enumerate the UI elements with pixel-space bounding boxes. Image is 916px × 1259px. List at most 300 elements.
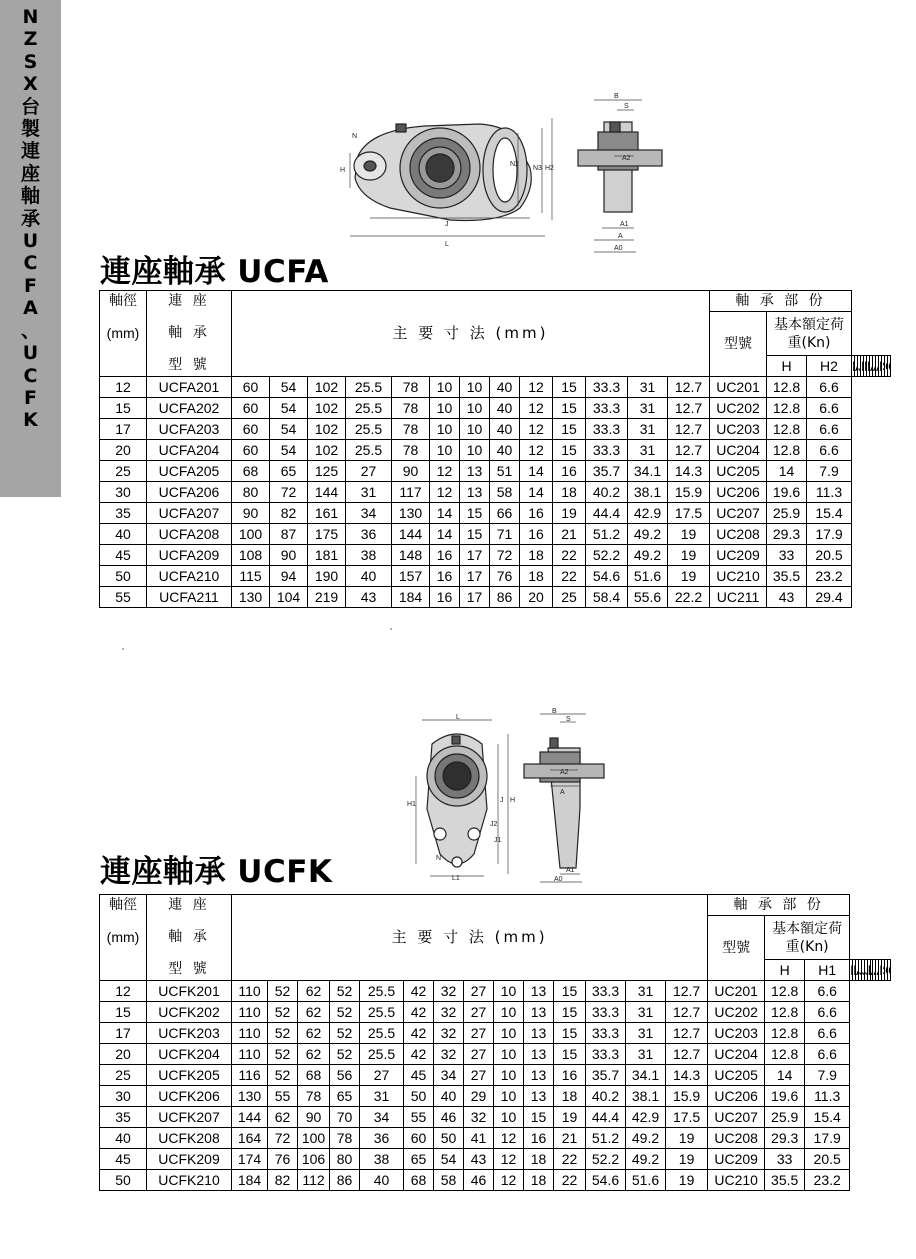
table-cell: 15 <box>554 981 586 1002</box>
table-cell: 25 <box>100 1065 147 1086</box>
table-cell: 130 <box>232 587 270 608</box>
table-cell: 112 <box>298 1170 330 1191</box>
table-cell: UC206 <box>710 482 767 503</box>
table-cell: 6.6 <box>807 440 852 461</box>
table-cell: 35.5 <box>765 1170 805 1191</box>
table-cell: 12.7 <box>668 398 710 419</box>
table-cell: 43 <box>767 587 807 608</box>
table-cell: 25.9 <box>765 1107 805 1128</box>
table-cell: 40 <box>360 1170 404 1191</box>
table-cell: 17 <box>460 587 490 608</box>
table-cell: 50 <box>100 1170 147 1191</box>
table-cell: 29.3 <box>765 1128 805 1149</box>
svg-text:N3: N3 <box>533 165 542 172</box>
table-cell: 15 <box>553 398 586 419</box>
table-cell: 87 <box>270 524 308 545</box>
header-main-dimensions: 主 要 寸 法 (mm) <box>232 895 708 981</box>
table-cell: 157 <box>392 566 430 587</box>
table-cell: 10 <box>430 440 460 461</box>
table-cell: 110 <box>232 1023 268 1044</box>
table-cell: 110 <box>232 1002 268 1023</box>
table-cell: UCFK208 <box>147 1128 232 1149</box>
table-cell: UC209 <box>708 1149 765 1170</box>
table-cell: 13 <box>524 1086 554 1107</box>
header-load-rating: 基本額定荷 重(Kn) <box>767 312 852 356</box>
table-cell: 40 <box>490 377 520 398</box>
table-cell: 6.6 <box>805 1002 850 1023</box>
table-cell: 10 <box>430 398 460 419</box>
column-header-cor <box>887 960 890 981</box>
table-cell: 16 <box>554 1065 586 1086</box>
svg-text:B: B <box>552 708 557 715</box>
table-cell: 55.6 <box>628 587 668 608</box>
table-cell: 29 <box>464 1086 494 1107</box>
table-cell: 13 <box>460 482 490 503</box>
table-cell: 10 <box>494 981 524 1002</box>
table-cell: 15 <box>553 377 586 398</box>
table-cell: 15 <box>554 1002 586 1023</box>
table-row <box>100 1107 891 1128</box>
svg-text:A2: A2 <box>560 769 569 776</box>
table-cell: 42.9 <box>628 503 668 524</box>
table-cell: 23.2 <box>805 1170 850 1191</box>
table-cell: 86 <box>330 1170 360 1191</box>
table-cell: 54.6 <box>586 566 628 587</box>
table-cell: 144 <box>392 524 430 545</box>
table-cell: UCFK205 <box>147 1065 232 1086</box>
table-cell: 12.8 <box>767 377 807 398</box>
table-cell: 68 <box>298 1065 330 1086</box>
table-cell: 15 <box>460 524 490 545</box>
table-cell: 27 <box>360 1065 404 1086</box>
table-cell: 55 <box>100 587 147 608</box>
table-cell: 6.6 <box>807 419 852 440</box>
table-cell: 12.7 <box>668 419 710 440</box>
table-row <box>100 545 891 566</box>
table-cell: 15 <box>524 1107 554 1128</box>
table-cell: 12.7 <box>668 440 710 461</box>
table-cell: 50 <box>100 566 147 587</box>
table-cell: 175 <box>308 524 346 545</box>
svg-text:J: J <box>445 221 449 228</box>
table-row <box>100 1170 891 1191</box>
table-cell: 14.3 <box>668 461 710 482</box>
table-cell: 51.2 <box>586 524 628 545</box>
table-cell: 30 <box>100 1086 147 1107</box>
table-cell: 13 <box>524 1065 554 1086</box>
table-cell: 65 <box>330 1086 360 1107</box>
table-cell: 42 <box>404 1044 434 1065</box>
svg-text:A1: A1 <box>566 867 575 874</box>
table-cell: 31 <box>346 482 392 503</box>
table-cell: 52.2 <box>586 1149 626 1170</box>
table-cell: 25.5 <box>346 377 392 398</box>
table-cell: 13 <box>524 1002 554 1023</box>
column-header: H1 <box>805 960 850 981</box>
table-cell: 54.6 <box>586 1170 626 1191</box>
ucfa-side-view-drawing <box>572 92 668 258</box>
table-cell: 25 <box>553 587 586 608</box>
ucfk-spec-table <box>99 894 891 1191</box>
table-cell: 116 <box>232 1065 268 1086</box>
table-cell: 82 <box>270 503 308 524</box>
ucfa-section-title: 連座軸承 UCFA <box>100 254 329 290</box>
table-cell: UCFK207 <box>147 1107 232 1128</box>
table-cell: 27 <box>464 1023 494 1044</box>
table-cell: 34 <box>434 1065 464 1086</box>
table-cell: 17 <box>460 545 490 566</box>
table-cell: 15.9 <box>668 482 710 503</box>
table-cell: 31 <box>626 1044 666 1065</box>
svg-text:A0: A0 <box>614 245 623 252</box>
ucfk-side-view-drawing <box>520 708 610 884</box>
table-cell: UCFK206 <box>147 1086 232 1107</box>
table-cell: 40 <box>490 440 520 461</box>
table-cell: 12.7 <box>666 1002 708 1023</box>
table-cell: UCFA206 <box>147 482 232 503</box>
table-cell: 13 <box>524 1044 554 1065</box>
table-cell: 17 <box>460 566 490 587</box>
table-cell: 22 <box>553 545 586 566</box>
table-cell: 54 <box>270 419 308 440</box>
table-cell: 31 <box>626 1023 666 1044</box>
table-cell: 90 <box>392 461 430 482</box>
table-cell: 25.5 <box>360 1002 404 1023</box>
table-cell: 11.3 <box>807 482 852 503</box>
table-cell: 15.4 <box>807 503 852 524</box>
table-cell: 68 <box>404 1170 434 1191</box>
svg-text:A0: A0 <box>554 876 563 883</box>
table-cell: 181 <box>308 545 346 566</box>
table-cell: 10 <box>460 398 490 419</box>
sidebar-char: C <box>23 364 38 387</box>
table-cell: 50 <box>404 1086 434 1107</box>
table-cell: 18 <box>554 1086 586 1107</box>
table-cell: 52 <box>268 981 298 1002</box>
table-cell: UCFA210 <box>147 566 232 587</box>
table-cell: 22 <box>553 566 586 587</box>
table-cell: UC202 <box>708 1002 765 1023</box>
table-cell: 117 <box>392 482 430 503</box>
table-cell: 15.4 <box>805 1107 850 1128</box>
table-cell: UC210 <box>710 566 767 587</box>
table-cell: 12.8 <box>767 440 807 461</box>
table-cell: 49.2 <box>626 1149 666 1170</box>
table-cell: 6.6 <box>807 377 852 398</box>
table-cell: 15 <box>100 1002 147 1023</box>
table-cell: 219 <box>308 587 346 608</box>
table-cell: 12 <box>520 440 553 461</box>
table-row <box>100 1086 891 1107</box>
header-shaft-blank <box>100 960 147 981</box>
table-cell: 60 <box>232 377 270 398</box>
table-cell: 44.4 <box>586 1107 626 1128</box>
column-header: H <box>765 960 805 981</box>
table-cell: 29.4 <box>807 587 852 608</box>
table-row <box>100 1128 891 1149</box>
table-cell: 15 <box>553 419 586 440</box>
table-cell: 62 <box>298 1044 330 1065</box>
table-cell: 21 <box>554 1128 586 1149</box>
table-cell: 12 <box>430 482 460 503</box>
table-cell: 20 <box>520 587 553 608</box>
table-cell: 31 <box>628 398 668 419</box>
sidebar-char: F <box>24 274 37 297</box>
table-cell: UC208 <box>710 524 767 545</box>
table-cell: UC207 <box>708 1107 765 1128</box>
header-bearing-part: 軸 承 部 份 <box>710 291 852 312</box>
table-cell: UCFK202 <box>147 1002 232 1023</box>
table-cell: 20.5 <box>805 1149 850 1170</box>
table-cell: 31 <box>626 1002 666 1023</box>
table-cell: 22 <box>554 1170 586 1191</box>
table-cell: 54 <box>270 440 308 461</box>
table-cell: 40.2 <box>586 1086 626 1107</box>
table-cell: 65 <box>404 1149 434 1170</box>
table-row <box>100 482 891 503</box>
table-cell: 17.5 <box>668 503 710 524</box>
table-cell: 62 <box>268 1107 298 1128</box>
table-cell: 110 <box>232 1044 268 1065</box>
header-unit-line3: 型 號 <box>147 960 232 981</box>
table-cell: 15.9 <box>666 1086 708 1107</box>
table-cell: UC206 <box>708 1086 765 1107</box>
table-cell: 18 <box>524 1149 554 1170</box>
header-shaft: 軸徑 <box>100 291 147 312</box>
table-cell: UC202 <box>710 398 767 419</box>
table-cell: 56 <box>330 1065 360 1086</box>
table-cell: 70 <box>330 1107 360 1128</box>
table-cell: 38.1 <box>626 1086 666 1107</box>
table-cell: 16 <box>553 461 586 482</box>
table-cell: 33.3 <box>586 981 626 1002</box>
table-cell: 102 <box>308 419 346 440</box>
table-cell: 17.9 <box>805 1128 850 1149</box>
table-cell: 42 <box>404 981 434 1002</box>
table-cell: 94 <box>270 566 308 587</box>
table-cell: 58 <box>434 1170 464 1191</box>
table-cell: 33 <box>767 545 807 566</box>
header-unit-line1: 連 座 <box>147 895 232 916</box>
table-cell: 40 <box>490 419 520 440</box>
table-cell: 78 <box>392 377 430 398</box>
table-cell: 10 <box>494 1002 524 1023</box>
table-row <box>100 524 891 545</box>
column-header: H <box>767 356 807 377</box>
svg-text:H: H <box>510 797 516 804</box>
table-cell: UCFA202 <box>147 398 232 419</box>
table-cell: 100 <box>232 524 270 545</box>
svg-text:S: S <box>566 716 571 723</box>
table-row <box>100 398 891 419</box>
table-cell: 144 <box>232 1107 268 1128</box>
table-cell: 12.8 <box>765 1023 805 1044</box>
sidebar-char: N <box>22 6 39 28</box>
table-cell: 13 <box>460 461 490 482</box>
svg-text:A: A <box>560 789 565 796</box>
table-cell: 52 <box>330 981 360 1002</box>
table-cell: 19 <box>666 1128 708 1149</box>
table-cell: 20.5 <box>807 545 852 566</box>
svg-text:N2: N2 <box>510 161 519 168</box>
table-cell: 76 <box>490 566 520 587</box>
header-model: 型號 <box>708 916 765 981</box>
header-unit-line2: 軸 承 <box>147 312 232 356</box>
table-cell: 21 <box>553 524 586 545</box>
table-cell: UCFK204 <box>147 1044 232 1065</box>
table-cell: 6.6 <box>805 981 850 1002</box>
sidebar-char: F <box>24 386 37 409</box>
table-cell: 130 <box>392 503 430 524</box>
table-cell: 100 <box>298 1128 330 1149</box>
sidebar-char: 承 <box>20 207 40 230</box>
table-cell: 31 <box>360 1086 404 1107</box>
table-cell: 68 <box>232 461 270 482</box>
table-cell: 12.8 <box>765 1002 805 1023</box>
table-cell: 12.7 <box>668 377 710 398</box>
table-cell: 52 <box>330 1044 360 1065</box>
sidebar-char: 製 <box>20 118 40 141</box>
svg-text:H2: H2 <box>545 165 554 172</box>
table-cell: 12.8 <box>767 398 807 419</box>
table-cell: 10 <box>494 1107 524 1128</box>
table-cell: UCFA203 <box>147 419 232 440</box>
table-cell: 148 <box>392 545 430 566</box>
table-cell: 14 <box>520 461 553 482</box>
table-cell: UCFA204 <box>147 440 232 461</box>
table-cell: 27 <box>464 1065 494 1086</box>
table-cell: 18 <box>520 566 553 587</box>
table-cell: 15 <box>100 398 147 419</box>
table-cell: 16 <box>430 587 460 608</box>
table-cell: 60 <box>232 440 270 461</box>
svg-text:A1: A1 <box>620 221 629 228</box>
table-cell: 52 <box>268 1023 298 1044</box>
table-cell: 31 <box>626 981 666 1002</box>
sidebar-char: 連 <box>20 140 40 163</box>
table-cell: 25.5 <box>360 981 404 1002</box>
table-row <box>100 1065 891 1086</box>
table-cell: 60 <box>232 419 270 440</box>
table-cell: 36 <box>360 1128 404 1149</box>
table-cell: UC204 <box>708 1044 765 1065</box>
table-cell: 51.6 <box>628 566 668 587</box>
table-cell: 90 <box>232 503 270 524</box>
table-cell: 90 <box>270 545 308 566</box>
table-cell: 60 <box>404 1128 434 1149</box>
table-cell: 16 <box>524 1128 554 1149</box>
header-mm: (mm) <box>100 916 147 960</box>
ucfa-front-view-drawing <box>330 108 560 250</box>
sidebar-char: X <box>23 73 38 96</box>
table-cell: 32 <box>434 1023 464 1044</box>
table-cell: 33.3 <box>586 1023 626 1044</box>
table-cell: 38 <box>346 545 392 566</box>
table-cell: 55 <box>268 1086 298 1107</box>
sidebar-char: C <box>23 252 38 275</box>
header-shaft: 軸徑 <box>100 895 147 916</box>
table-cell: UCFK201 <box>147 981 232 1002</box>
column-header: H2 <box>807 356 852 377</box>
table-cell: 15 <box>553 440 586 461</box>
table-cell: 33.3 <box>586 1002 626 1023</box>
table-cell: 42 <box>404 1023 434 1044</box>
table-cell: 184 <box>392 587 430 608</box>
table-cell: 54 <box>270 398 308 419</box>
table-cell: 33.3 <box>586 398 628 419</box>
header-unit-line1: 連 座 <box>147 291 232 312</box>
table-cell: 60 <box>232 398 270 419</box>
table-cell: UC209 <box>710 545 767 566</box>
table-cell: 45 <box>404 1065 434 1086</box>
table-cell: 12 <box>430 461 460 482</box>
table-cell: 144 <box>308 482 346 503</box>
header-bearing-part: 軸 承 部 份 <box>708 895 850 916</box>
table-cell: UC203 <box>708 1023 765 1044</box>
table-cell: 10 <box>430 377 460 398</box>
ucfa-spec-table <box>99 290 891 608</box>
table-cell: 14 <box>430 503 460 524</box>
table-cell: 12 <box>520 398 553 419</box>
table-cell: 102 <box>308 440 346 461</box>
table-row <box>100 377 891 398</box>
table-cell: 25 <box>100 461 147 482</box>
table-cell: 40 <box>434 1086 464 1107</box>
table-cell: 10 <box>460 419 490 440</box>
header-mm: (mm) <box>100 312 147 356</box>
table-cell: 14 <box>767 461 807 482</box>
table-cell: UCFK210 <box>147 1170 232 1191</box>
table-cell: 62 <box>298 1002 330 1023</box>
table-cell: 51 <box>490 461 520 482</box>
sidebar-vertical-label <box>0 0 61 497</box>
table-cell: UC205 <box>708 1065 765 1086</box>
table-cell: 19 <box>553 503 586 524</box>
table-cell: UCFA201 <box>147 377 232 398</box>
table-cell: 130 <box>232 1086 268 1107</box>
table-cell: 17 <box>100 419 147 440</box>
table-cell: UC201 <box>708 981 765 1002</box>
table-cell: 52 <box>268 1002 298 1023</box>
sidebar-char: A <box>23 297 38 320</box>
table-cell: 40.2 <box>586 482 628 503</box>
table-cell: 40 <box>346 566 392 587</box>
ucfk-section-title: 連座軸承 UCFK <box>100 854 333 890</box>
table-cell: 102 <box>308 398 346 419</box>
table-cell: 35 <box>100 1107 147 1128</box>
sidebar-char: 台 <box>20 95 40 118</box>
table-cell: 125 <box>308 461 346 482</box>
table-cell: UCFK209 <box>147 1149 232 1170</box>
table-cell: 6.6 <box>805 1044 850 1065</box>
table-cell: 52 <box>268 1065 298 1086</box>
column-header-cor <box>888 356 891 377</box>
sidebar-char: K <box>23 409 38 432</box>
table-cell: 27 <box>346 461 392 482</box>
table-cell: UC211 <box>710 587 767 608</box>
table-cell: 80 <box>232 482 270 503</box>
table-cell: 29.3 <box>767 524 807 545</box>
table-cell: 31 <box>628 377 668 398</box>
table-cell: 58.4 <box>586 587 628 608</box>
table-cell: UC210 <box>708 1170 765 1191</box>
table-cell: 34 <box>360 1107 404 1128</box>
table-cell: UCFK203 <box>147 1023 232 1044</box>
table-cell: 10 <box>430 419 460 440</box>
table-cell: 10 <box>494 1086 524 1107</box>
table-cell: 31 <box>628 419 668 440</box>
table-cell: 14.3 <box>666 1065 708 1086</box>
